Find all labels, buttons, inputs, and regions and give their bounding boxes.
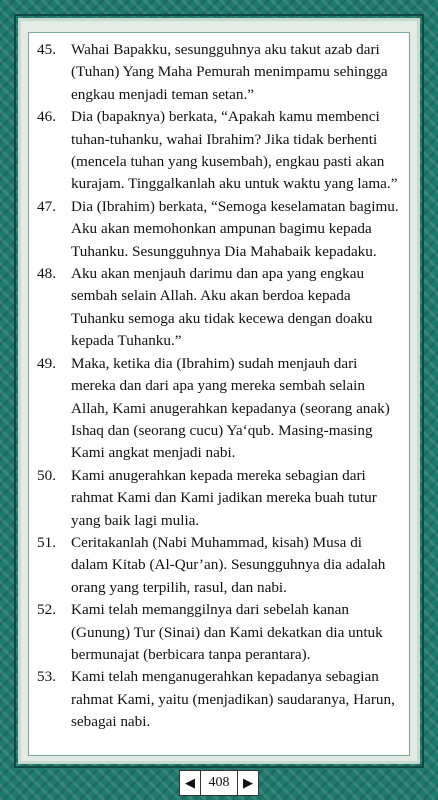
- verse-text: Maka, ketika dia (Ibrahim) sudah menjauh dari mereka dan dari apa yang mereka sembah selain Allah, Kami anugerahkan kepadanya (seorang anak) Ishaq dan (seorang cucu) Ya‘qub. Masing-masing Kami angkat menjadi nabi.: [71, 354, 390, 462]
- verse-item: [37, 532, 401, 599]
- verse-text: Wahai Bapakku, sesungguhnya aku takut azab dari (Tuhan) Yang Maha Pemurah menimpamu sehingga engkau menjadi teman setan.”: [71, 41, 388, 103]
- verse-item: [37, 465, 401, 532]
- verse-number: 45.: [37, 41, 56, 58]
- verse-text: Kami telah menganugerahkan kepadanya sebagian rahmat Kami, yaitu (menjadikan) saudaranya, Harun, sebagai nabi.: [71, 668, 395, 731]
- next-page-icon[interactable]: ▶: [243, 775, 253, 790]
- verse-item: [37, 39, 401, 106]
- page-number: 408: [200, 771, 238, 795]
- verse-text: Ceritakanlah (Nabi Muhammad, kisah) Musa di dalam Kitab (Al-Qur’an). Sesungguhnya dia adalah orang yang terpilih, rasul, dan nabi.: [71, 533, 386, 596]
- verse-number: 53.: [37, 668, 56, 686]
- verse-number: 46.: [37, 108, 56, 126]
- verse-text: Dia (bapaknya) berkata, “Apakah kamu membenci tuhan-tuhanku, wahai Ibrahim? Jika tidak berhenti (mencela tuhan yang kusembah), engkau pasti akan kurajam. Tinggalkanlah aku untuk waktu yang lama.”: [71, 108, 398, 193]
- verse-item: [37, 196, 401, 263]
- verse-text: Aku akan menjauh darimu dan apa yang engkau sembah selain Allah. Aku akan berdoa kepada Tuhanku semoga aku tidak kecewa dengan doaku kepada Tuhanku.”: [71, 265, 373, 350]
- verse-number: 49.: [37, 354, 56, 372]
- verse-item: [37, 106, 401, 196]
- page-navigator: [179, 770, 259, 796]
- verse-number: 50.: [37, 466, 56, 484]
- verse-item: [37, 599, 401, 666]
- verse-number: 47.: [37, 197, 56, 215]
- verse-number: 51.: [37, 533, 56, 551]
- verse-text: Kami anugerahkan kepada mereka sebagian dari rahmat Kami dan Kami jadikan mereka buah tutur yang baik lagi mulia.: [71, 466, 377, 529]
- verse-number: 48.: [37, 265, 56, 283]
- verse-text: Kami telah memanggilnya dari sebelah kanan (Gunung) Tur (Sinai) dan Kami dekatkan dia untuk bermunajat (berbicara tanpa perantara).: [71, 601, 383, 663]
- verse-number: 52.: [37, 601, 56, 619]
- verse-text: Dia (Ibrahim) berkata, “Semoga keselamatan bagimu. Aku akan memohonkan ampunan bagimu kepada Tuhanku. Sesungguhnya Dia Mahabaik kepadaku.: [71, 197, 399, 260]
- verse-item: [37, 666, 401, 733]
- verse-item: [37, 353, 401, 465]
- prev-page-icon[interactable]: ◀: [185, 775, 195, 790]
- text-page: [28, 32, 410, 756]
- verse-item: [37, 263, 401, 353]
- verse-list: [29, 33, 409, 734]
- page-footer: [0, 766, 438, 800]
